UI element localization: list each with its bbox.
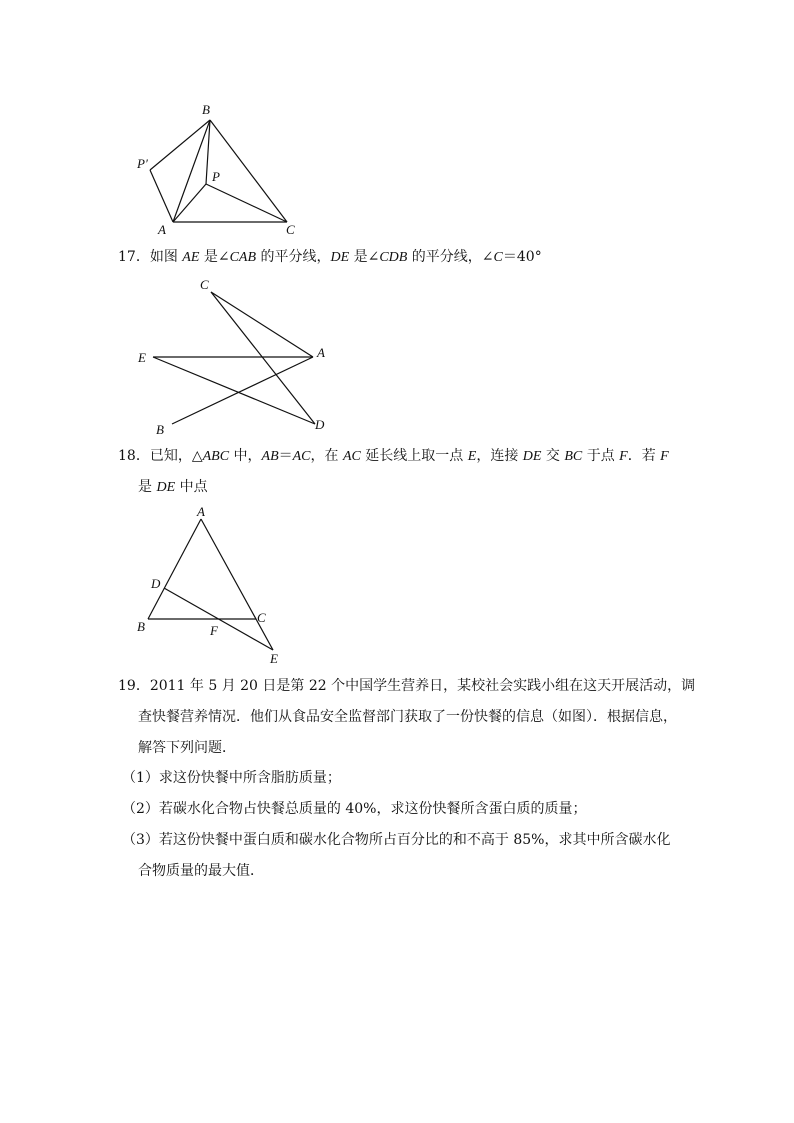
label-B: B xyxy=(156,422,164,437)
label-A: A xyxy=(317,345,325,360)
question-number: 17． xyxy=(118,249,150,265)
label-C: C xyxy=(286,222,295,237)
question-19-line-2: 查快餐营养情况．他们从食品安全监督部门获取了一份快餐的信息（如图）．根据信息， xyxy=(138,709,677,725)
question-17: 17．如图 AE 是∠CAB 的平分线，DE 是∠CDB 的平分线，∠C＝40° xyxy=(118,249,542,265)
label-B: B xyxy=(137,619,145,634)
sub-question-3-line-2: 合物质量的最大值． xyxy=(138,863,264,879)
label-D: D xyxy=(151,576,161,591)
label-C: C xyxy=(257,610,266,625)
sub-question-3-line-1: （3）若这份快餐中蛋白质和碳水化合物所占百分比的和不高于 85%，求其中所含碳水化 xyxy=(122,832,671,848)
sub-question-1: （1）求这份快餐中所含脂肪质量； xyxy=(122,770,341,786)
label-E: E xyxy=(270,651,278,666)
question-18-line-2: 是 DE 中点 xyxy=(138,479,208,495)
label-A: A xyxy=(158,222,166,237)
label-B: B xyxy=(202,102,210,117)
label-C: C xyxy=(200,277,209,292)
question-19-line-1: 19．2011 年 5 月 20 日是第 22 个中国学生营养日，某校社会实践小组在这天开展活动，调 xyxy=(118,678,696,694)
label-A: A xyxy=(197,504,205,519)
label-P: P xyxy=(212,169,220,184)
label-E: E xyxy=(138,350,146,365)
question-number: 18． xyxy=(118,448,150,464)
label-P-prime: P′ xyxy=(137,156,148,171)
sub-question-2: （2）若碳水化合物占快餐总质量的 40%，求这份快餐所含蛋白质的质量； xyxy=(122,801,587,817)
label-D: D xyxy=(315,417,325,432)
label-F: F xyxy=(210,623,218,638)
figure-angle-bisectors xyxy=(153,292,315,424)
question-19-line-3: 解答下列问题． xyxy=(138,740,236,756)
question-18-line-1: 18．已知，△ABC 中，AB＝AC，在 AC 延长线上取一点 E，连接 DE 交 BC 于点 F．若 F xyxy=(118,448,669,464)
